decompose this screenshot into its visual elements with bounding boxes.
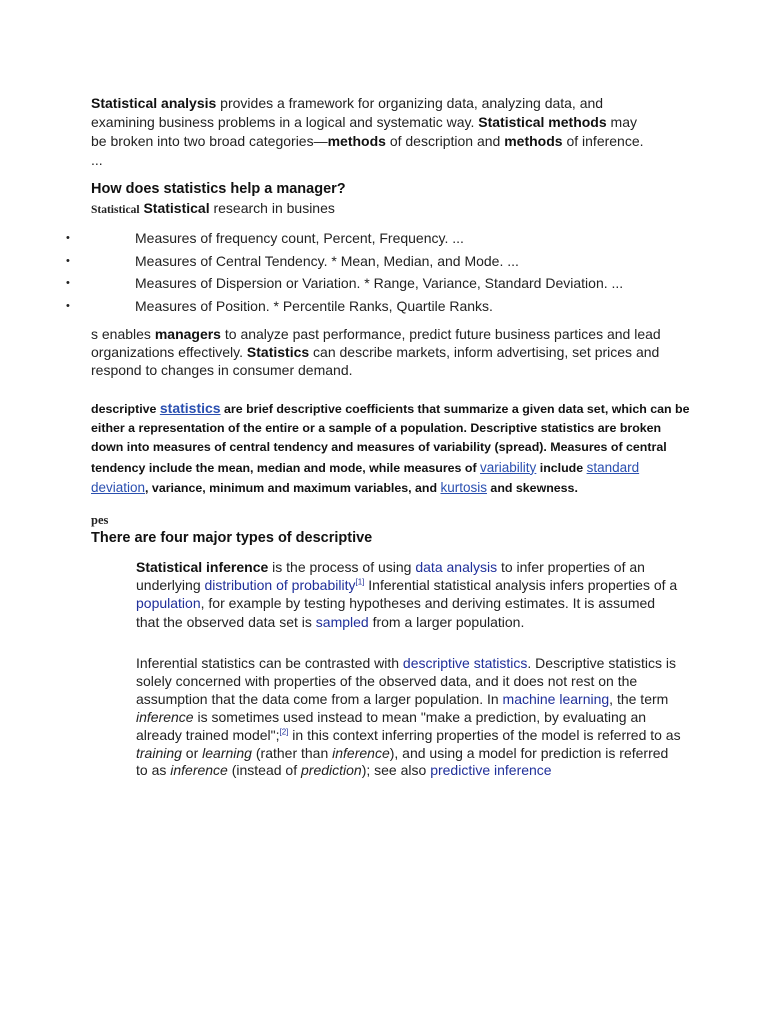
list-item: • Measures of Position. * Percentile Ranks, Quartile Ranks. (66, 297, 493, 314)
bold-term: Statistical methods (478, 114, 607, 130)
citation-2[interactable]: [2] (279, 726, 289, 736)
link-descriptive-statistics[interactable]: descriptive statistics (402, 655, 528, 671)
link-kurtosis[interactable]: kurtosis (440, 479, 487, 495)
statistical-research-line: Statistical Statistical research in busines (91, 200, 335, 216)
bold-term: methods (327, 133, 386, 149)
measures-list (60, 229, 760, 319)
link-standard-deviation[interactable]: standard deviation (91, 459, 640, 495)
link-machine-learning[interactable]: machine learning (502, 690, 610, 707)
bold-term: methods (504, 133, 563, 149)
inference-paragraph: Statistical inference is the process of using data analysis to infer properties of an underlying distribution of probability[1] Inferential statistical analysis infers properties of a population, for example by testing hypotheses and deriving estimates. It is assumed that the observed data set is sampled from a larger population. (136, 559, 678, 630)
intro-paragraph: Statistical analysis provides a framework for organizing data, analyzing data, and examining business problems in a logical and systematic way. Statistical methods may be broken into two broad categories—methods of description and methods of inference. ... (91, 95, 644, 168)
link-population[interactable]: population (136, 595, 201, 612)
link-data-analysis[interactable]: data analysis (415, 559, 498, 575)
link-predictive-inference[interactable]: predictive inference (430, 762, 552, 779)
citation-1[interactable]: [1] (355, 577, 365, 587)
list-item: • Measures of Central Tendency. * Mean, Median, and Mode. ... (66, 252, 519, 269)
managers-paragraph: s enables managers to analyze past performance, predict future business partices and lead organizations effectively. Statistics can describe markets, inform advertising, set prices and respond to changes in consumer demand. (91, 326, 661, 378)
bold-term: Statistical analysis (91, 95, 217, 111)
list-item: • Measures of frequency count, Percent, Frequency. ... (66, 230, 464, 246)
link-distribution-of-probability[interactable]: distribution of probability (204, 577, 356, 594)
pes-fragment: pes (91, 513, 109, 527)
question-heading: How does statistics help a manager? (91, 181, 346, 197)
four-types-heading: There are four major types of descriptive (91, 530, 373, 546)
bullet-icon: • (66, 254, 70, 267)
link-sampled[interactable]: sampled (315, 613, 369, 630)
link-variability[interactable]: variability (480, 459, 537, 475)
bullet-icon: • (66, 299, 70, 312)
inferential-paragraph: Inferential statistics can be contrasted with descriptive statistics. Descriptive statistics is solely concerned with properties of the observed data, and it does not rest on the assumption that the data come from a larger population. In machine learning, the term inference is sometimes used instead to mean "make a prediction, by evaluating an already trained model";[2] in this context inferring properties of the model is referred to as training or learning (rather than inference), and using a model for prediction is referred to as inference (instead of prediction); see also predictive inference (136, 655, 681, 779)
bullet-icon: • (66, 232, 70, 244)
list-item: • Measures of Dispersion or Variation. * Range, Variance, Standard Deviation. ... (66, 275, 624, 291)
bullet-icon: • (66, 277, 70, 289)
descriptive-statistics-paragraph: descriptive statistics are brief descriptive coefficients that summarize a given data set, which can be either a representation of the entire or a sample of a population. Descriptive statistics are broken down into measures of central tendency and measures of variability (spread). Measures of central tendency include the mean, median and mode, while measures of variability include standard deviation, variance, minimum and maximum variables, and kurtosis and skewness. (91, 400, 690, 495)
link-statistics[interactable]: statistics (159, 400, 221, 416)
